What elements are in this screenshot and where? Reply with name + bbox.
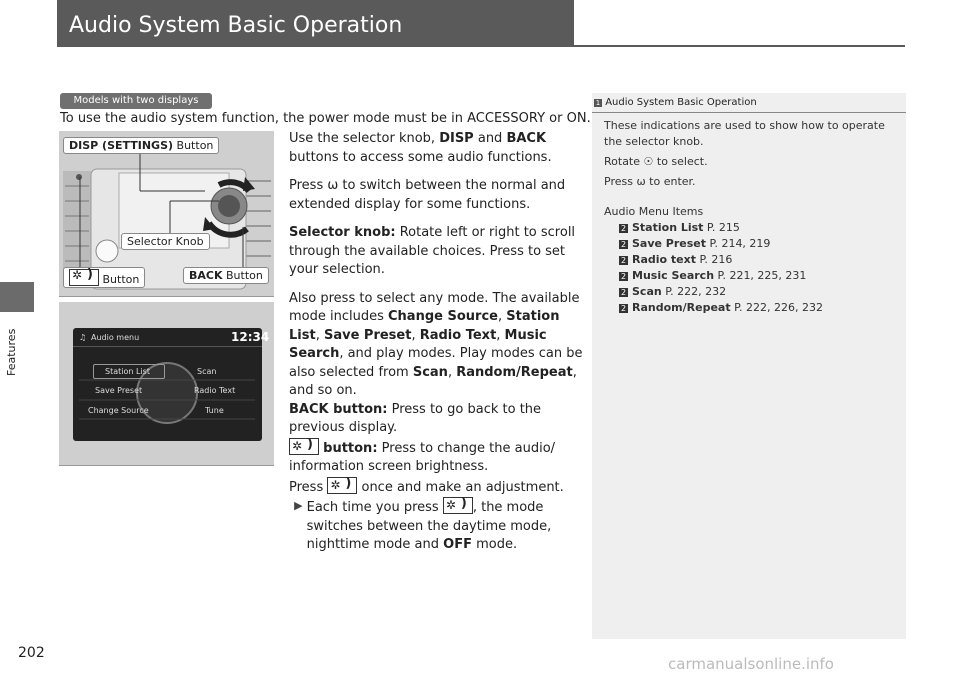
para-back-button: BACK button: Press to go back to the previous display. bbox=[289, 401, 542, 435]
page-number: 202 bbox=[18, 645, 45, 661]
note-heading: 1 Audio System Basic Operation bbox=[595, 97, 757, 108]
intro-text: To use the audio system function, the power mode must be in ACCESSORY or ON. bbox=[60, 111, 591, 126]
disp-button-callout: DISP (SETTINGS) Button bbox=[63, 137, 219, 154]
note-intro: These indications are used to show how to operate the selector knob. bbox=[604, 119, 885, 148]
section-label bbox=[0, 320, 34, 380]
para-selector-knob: Selector knob: Rotate left or right to scroll through the available choices. Press to set your selection. bbox=[289, 225, 576, 277]
press-knob-icon: ω bbox=[327, 178, 339, 193]
section-label-text: Features bbox=[5, 328, 18, 376]
brightness-icon bbox=[443, 497, 473, 514]
note-rule bbox=[592, 112, 906, 113]
brightness-icon bbox=[327, 477, 357, 494]
menu-item-radio-text: Radio Text bbox=[194, 386, 236, 395]
music-note-icon: ♫ bbox=[79, 333, 87, 342]
menu-item-scan: Scan bbox=[197, 367, 217, 376]
ref-station-list[interactable]: 2 Station List P. 215 bbox=[620, 221, 740, 234]
para-display-toggle: Press ω to switch between the normal and extended display for some functions. bbox=[289, 178, 566, 212]
para-controls: Use the selector knob, DISP and BACK buttons to access some audio functions. bbox=[289, 131, 552, 165]
ref-save-preset[interactable]: 2 Save Preset P. 214, 219 bbox=[620, 237, 771, 250]
reference-icon: 2 bbox=[620, 224, 627, 233]
audio-menu-screen bbox=[73, 328, 270, 441]
brightness-icon bbox=[69, 269, 99, 286]
reference-icon: 2 bbox=[620, 240, 627, 249]
watermark: carmanualsonline.info bbox=[668, 655, 834, 673]
back-button-callout: BACK Button bbox=[183, 267, 269, 284]
ref-radio-text[interactable]: 2 Radio text P. 216 bbox=[620, 253, 733, 266]
models-badge: Models with two displays bbox=[60, 93, 212, 109]
title-rule bbox=[57, 45, 905, 47]
brightness-button-callout: ✲ ) Button bbox=[63, 267, 145, 288]
note-menu-heading: Audio Menu Items bbox=[604, 205, 704, 218]
reference-icon: 2 bbox=[620, 288, 627, 297]
note-rotate: Rotate ☉ to select. bbox=[604, 155, 708, 168]
rotate-knob-icon: ☉ bbox=[643, 155, 654, 168]
menu-item-save-preset: Save Preset bbox=[95, 386, 143, 395]
audio-menu-title: Audio menu bbox=[91, 333, 140, 342]
para-modes: Also press to select any mode. The available mode includes Change Source, Station List, Save Preset, Radio Text, Music Search, and play modes. Play modes can be also selected from Scan, Random/Repeat, and so on. bbox=[289, 290, 583, 398]
note-body bbox=[604, 118, 900, 316]
menu-item-change-source: Change Source bbox=[88, 406, 149, 415]
reference-icon: 2 bbox=[620, 304, 627, 313]
section-tab bbox=[0, 282, 34, 312]
reference-icon: 2 bbox=[620, 272, 627, 281]
ref-scan[interactable]: 2 Scan P. 222, 232 bbox=[620, 285, 727, 298]
menu-item-tune: Tune bbox=[205, 406, 224, 415]
reference-icon: 2 bbox=[620, 256, 627, 265]
ref-random-repeat[interactable]: 2 Random/Repeat P. 222, 226, 232 bbox=[620, 301, 823, 314]
selector-knob-callout: Selector Knob bbox=[121, 233, 210, 250]
para-brightness-button: ✲ ) button: Press to change the audio/ information screen brightness. bbox=[289, 438, 587, 477]
ref-music-search[interactable]: 2 Music Search P. 221, 225, 231 bbox=[620, 269, 807, 282]
para-adjust: Press ✲ ) once and make an adjustment. bbox=[289, 477, 587, 498]
note-press: Press ω to enter. bbox=[604, 175, 696, 188]
note-tag-icon: 1 bbox=[595, 99, 601, 107]
press-knob-icon: ω bbox=[636, 175, 646, 188]
para-mode-cycle: ▶ Each time you press ✲ ), the mode switches between the daytime mode, nighttime mode and OFF mode. bbox=[289, 497, 587, 555]
brightness-icon bbox=[289, 438, 319, 455]
menu-item-station-list: Station List bbox=[105, 367, 150, 376]
dashboard-illustration bbox=[59, 131, 274, 297]
page-title-bar bbox=[57, 0, 574, 46]
arrow-icon: ▶ bbox=[294, 499, 303, 512]
audio-menu-illustration bbox=[59, 302, 274, 466]
main-text bbox=[289, 130, 587, 555]
page-title: Audio System Basic Operation bbox=[69, 13, 403, 38]
clock: 12:34 bbox=[231, 330, 270, 344]
